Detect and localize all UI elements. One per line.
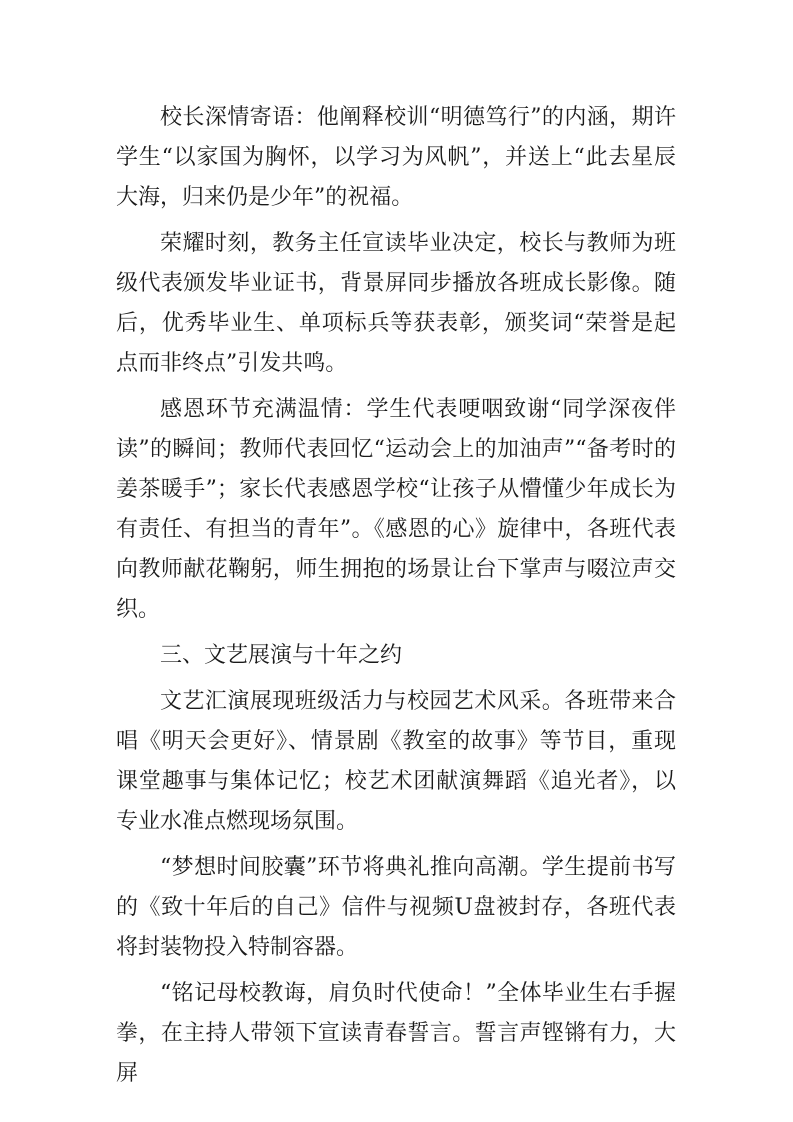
paragraph-oath: “铭记母校教诲，肩负时代使命！”全体毕业生右手握拳，在主持人带领下宣读青春誓言。誓言声铿锵有力，大屏 — [116, 981, 676, 1086]
section-heading: 三、文艺展演与十年之约 — [160, 643, 403, 668]
paragraph-time-capsule: “梦想时间胶囊”环节将典礼推向高潮。学生提前书写的《致十年后的自己》信件与视频U盘被封存，各班代表将封装物投入特制容器。 — [116, 855, 676, 960]
paragraph-honor-moment: 荣耀时刻，教务主任宣读毕业决定，校长与教师为班级代表颁发毕业证书，背景屏同步播放各班成长影像。随后，优秀毕业生、单项标兵等获表彰，颁奖词“荣誉是起点而非终点”引发共鸣。 — [116, 231, 676, 376]
paragraph-gratitude: 感恩环节充满温情：学生代表哽咽致谢“同学深夜伴读”的瞬间；教师代表回忆“运动会上的加油声”“备考时的姜茶暖手”；家长代表感恩学校“让孩子从懵懂少年成长为有责任、有担当的青年”。《感恩的心》旋律中，各班代表向教师献花鞠躬，师生拥抱的场景让台下掌声与啜泣声交织。 — [116, 397, 676, 622]
document-body — [116, 98, 676, 1100]
paragraph-performance: 文艺汇演展现班级活力与校园艺术风采。各班带来合唱《明天会更好》、情景剧《教室的故事》等节目，重现课堂趣事与集体记忆；校艺术团献演舞蹈《追光者》，以专业水准点燃现场氛围。 — [116, 689, 676, 834]
paragraph-principal-message: 校长深情寄语：他阐释校训“明德笃行”的内涵，期许学生“以家国为胸怀，以学习为风帆”，并送上“此去星辰大海，归来仍是少年”的祝福。 — [116, 105, 676, 210]
